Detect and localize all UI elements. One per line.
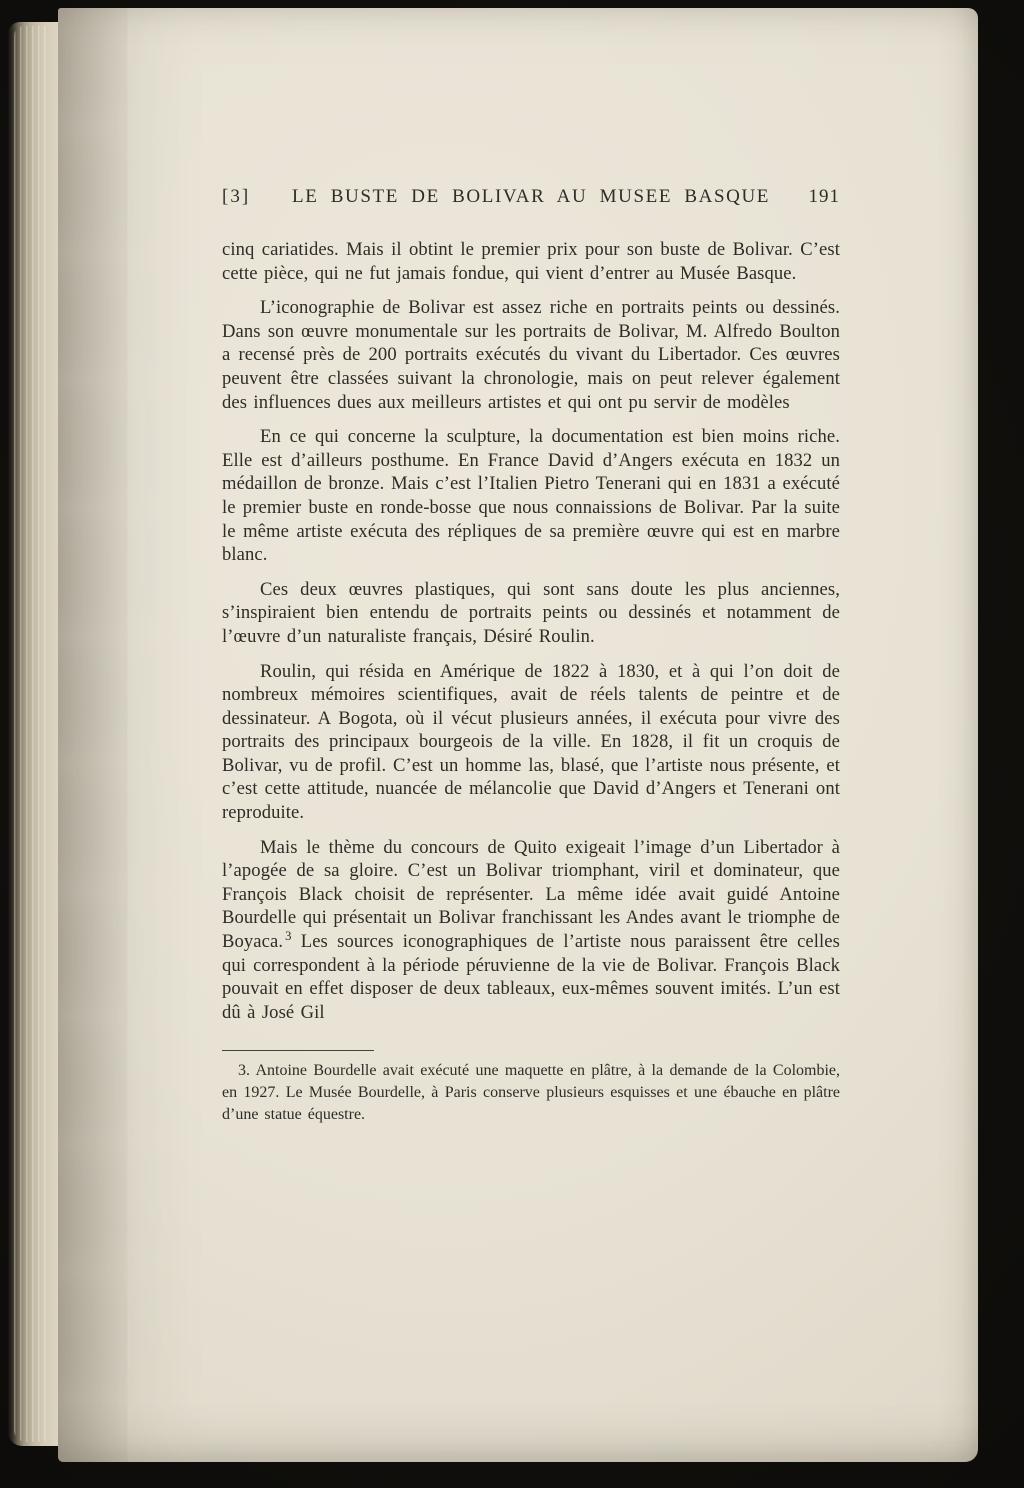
paragraph-text: Mais le thème du concours de Quito exigeait l’image d’un Libertador à l’apogée de sa gloire. C’est un Bolivar triomphant, viril et dominateur, que François Black choisit de représenter. La même idée avait guidé Antoine Bourdelle qui présentait un Bolivar franchissant les Andes avant le triomphe de Boyaca. [222,836,840,953]
paragraph: Ces deux œuvres plastiques, qui sont sans doute les plus anciennes, s’inspiraient bien entendu de portraits peints ou dessinés et notamment de l’œuvre d’un naturaliste français, Désiré Roulin. [222,578,840,647]
paragraph: L’iconographie de Bolivar est assez riche en portraits peints ou dessinés. Dans son œuvre monumentale sur les portraits de Bolivar, M. Alfredo Boulton a recensé près de 200 portraits exécutés du vivant du Libertador. Ces œuvres peuvent être classées suivant la chronologie, mais on peut relever également des influences dues aux meilleurs artistes et qui ont pu servir de modèles [222,297,840,413]
running-title: LE BUSTE DE BOLIVAR AU MUSEE BASQUE [291,186,770,207]
book-page [58,8,978,1462]
stacked-page-leaves [14,26,48,1442]
paragraph: En ce qui concerne la sculpture, la documentation est bien moins riche. Elle est d’ailleurs posthume. En France David d’Angers exécuta en 1832 un médaillon de bronze. Mais c’est l’Italien Pietro Tenerani qui en 1831 a exécuté le premier buste en ronde-bosse que nous connaissions de Bolivar. Par la suite le même artiste exécuta des répliques de sa première œuvre qui est en marbre blanc. [222,426,840,566]
section-marker: [3] [222,186,251,207]
paragraph [222,836,840,1025]
running-header [222,186,840,208]
footnote-text: 3. Antoine Bourdelle avait exécuté une maquette en plâtre, à la demande de la Colombie, en 1927. Le Musée Bourdelle, à Paris conserve plusieurs esquisses et une ébauche en plâtre d’une statue équestre. [222,1062,840,1123]
paragraph-text: Les sources iconographiques de l’artiste nous paraissent être celles qui correspondent à la période péruvienne de la vie de Bolivar. François Black pouvait en effet disposer de deux tableaux, eux-mêmes souvent imités. L’un est dû à José Gil [222,931,840,1023]
footnote-reference: 3 [285,928,292,943]
paragraph: cinq cariatides. Mais il obtint le premier prix pour son buste de Bolivar. C’est cette pièce, qui ne fut jamais fondue, qui vient d’entrer au Musée Basque. [222,239,840,284]
page-content [222,186,840,1125]
footnote-rule [222,1050,374,1051]
page-number: 191 [808,186,840,207]
paragraph: Roulin, qui résida en Amérique de 1822 à 1830, et à qui l’on doit de nombreux mémoires scientifiques, avait de réels talents de peintre et de dessinateur. A Bogota, où il vécut plusieurs années, il exécuta pour vivre des portraits des principaux bourgeois de la ville. En 1828, il fit un croquis de Bolivar, vu de profil. C’est un homme las, blasé, que l’artiste nous présente, et c’est cette attitude, nuancée de mélancolie que David d’Angers et Tenerani ont reproduite. [222,660,840,824]
footnote [222,1050,840,1125]
body-text [222,238,840,1024]
